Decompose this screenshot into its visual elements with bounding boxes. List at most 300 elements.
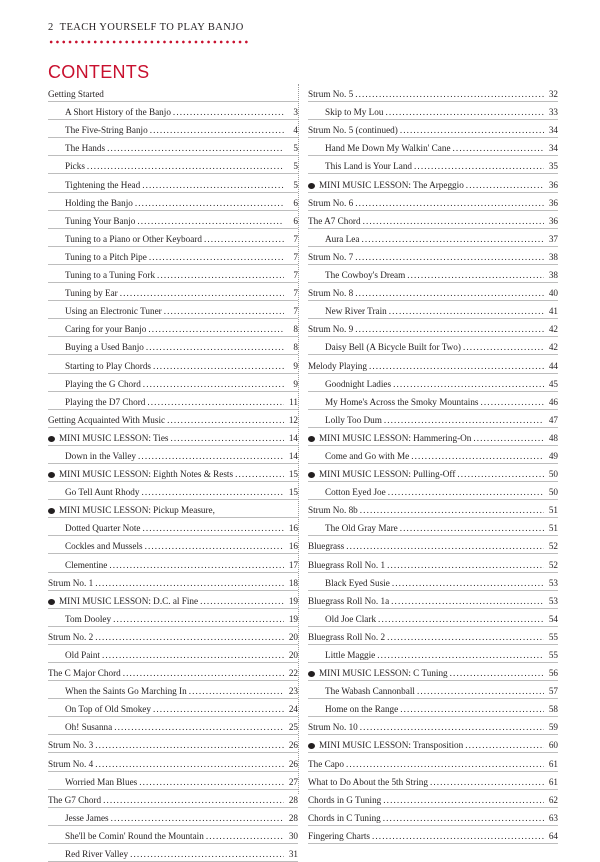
toc-entry-title: Strum No. 9	[308, 324, 354, 335]
dot-leader	[360, 722, 544, 732]
dot-leader	[466, 180, 544, 190]
toc-subentry[interactable]	[308, 410, 558, 428]
toc-entry[interactable]	[48, 627, 298, 645]
toc-entry-title: Tuning by Ear	[65, 288, 118, 299]
dot-leader	[130, 849, 284, 859]
toc-page-number: 7	[293, 233, 298, 244]
dot-leader	[123, 668, 284, 678]
toc-page-number: 25	[288, 722, 298, 733]
bullet-icon	[308, 436, 315, 442]
toc-entry-title: Bluegrass Roll No. 2	[308, 631, 386, 642]
toc-subentry[interactable]	[48, 681, 298, 699]
toc-entry-title: Strum No. 5	[308, 89, 354, 100]
toc-entry-title: Lolly Too Dum	[325, 414, 382, 425]
toc-entry-title: The Capo	[308, 758, 344, 769]
dot-leader	[153, 704, 284, 714]
toc-page-number: 64	[548, 830, 558, 841]
dot-leader	[389, 306, 544, 316]
dot-leader	[355, 198, 544, 208]
toc-subentry[interactable]	[308, 392, 558, 410]
toc-page-number: 61	[548, 776, 558, 787]
toc-page-number: 45	[548, 378, 558, 389]
toc-entry-mini-lesson[interactable]	[308, 428, 558, 446]
dot-leader	[355, 89, 544, 99]
toc-page-number: 7	[293, 251, 298, 262]
toc-entry-title: This Land is Your Land	[325, 161, 413, 172]
toc-subentry[interactable]	[308, 573, 558, 591]
toc-page-number: 50	[548, 469, 558, 480]
dot-leader	[87, 161, 284, 171]
dot-leader	[137, 216, 284, 226]
toc-page-number: 53	[548, 595, 558, 606]
dot-leader	[481, 397, 544, 407]
toc-entry-mini-lesson[interactable]	[48, 428, 298, 446]
toc-page-number: 46	[548, 396, 558, 407]
toc-entry[interactable]	[48, 735, 298, 753]
toc-page-number: 34	[548, 125, 558, 136]
toc-entry-title: Aura Lea	[325, 233, 360, 244]
toc-entry-title: Red River Valley	[65, 849, 129, 860]
toc-entry-title: Old Joe Clark	[325, 613, 377, 624]
dot-leader	[383, 813, 544, 823]
dot-leader	[150, 125, 284, 135]
toc-entry[interactable]	[308, 790, 558, 808]
toc-entry-title: Tuning to a Pitch Pipe	[65, 251, 147, 262]
toc-subentry[interactable]	[308, 699, 558, 717]
dot-leader	[392, 578, 544, 588]
toc-entry[interactable]	[48, 753, 298, 771]
dot-leader	[146, 342, 284, 352]
toc-entry[interactable]	[308, 319, 558, 337]
toc-subentry[interactable]	[48, 645, 298, 663]
dot-leader	[200, 596, 284, 606]
dot-leader	[346, 541, 544, 551]
dot-leader	[145, 541, 284, 551]
toc-entry-title: Strum No. 5 (continued)	[308, 125, 398, 136]
toc-entry-title: What to Do About the 5th String	[308, 776, 428, 787]
toc-entry-title: The Cowboy's Dream	[325, 270, 406, 281]
toc-subentry[interactable]	[48, 247, 298, 265]
running-header	[48, 22, 244, 33]
toc-page-number: 61	[548, 758, 558, 769]
toc-entry[interactable]	[308, 826, 558, 844]
dot-leader	[465, 740, 544, 750]
dot-leader	[95, 632, 284, 642]
toc-page-number: 54	[548, 613, 558, 624]
toc-entry[interactable]	[308, 808, 558, 826]
toc-page-number: 38	[548, 251, 558, 262]
bullet-icon	[308, 183, 315, 189]
toc-entry[interactable]	[308, 627, 558, 645]
toc-subentry[interactable]	[308, 138, 558, 156]
toc-subentry[interactable]	[48, 229, 298, 247]
toc-subentry[interactable]	[48, 446, 298, 464]
dot-leader	[453, 143, 544, 153]
toc-subentry[interactable]	[48, 717, 298, 735]
dot-leader	[173, 107, 284, 117]
toc-page-number: 52	[548, 541, 558, 552]
toc-page-number: 44	[548, 360, 558, 371]
toc-entry[interactable]	[308, 772, 558, 790]
dot-leader	[135, 198, 284, 208]
toc-page-number: 6	[293, 197, 298, 208]
toc-entry-title: The A7 Chord	[308, 215, 361, 226]
toc-entry[interactable]	[308, 211, 558, 229]
toc-entry[interactable]	[308, 717, 558, 735]
toc-page-number: 22	[288, 668, 298, 679]
toc-entry-title: Strum No. 10	[308, 722, 358, 733]
toc-entry-title: Tuning Your Banjo	[65, 215, 136, 226]
toc-entry-title: Oh! Susanna	[65, 722, 113, 733]
toc-subentry[interactable]	[308, 518, 558, 536]
dot-leader	[355, 288, 544, 298]
toc-page-number: 42	[548, 342, 558, 353]
toc-page-number: 55	[548, 650, 558, 660]
toc-page-number: 23	[288, 686, 298, 697]
toc-entry-title: The Five-String Banjo	[65, 125, 148, 136]
toc-subentry[interactable]	[48, 102, 298, 120]
toc-subentry[interactable]	[48, 337, 298, 355]
bullet-icon	[308, 743, 315, 749]
toc-entry-title: The Wabash Cannonball	[325, 686, 415, 697]
toc-entry-title: Bluegrass	[308, 541, 345, 552]
toc-subentry[interactable]	[48, 826, 298, 844]
dot-leader	[355, 324, 544, 334]
toc-entry-title: MINI MUSIC LESSON: The Arpeggio	[319, 179, 464, 190]
toc-page-number: 19	[288, 595, 298, 606]
toc-page-number: 52	[548, 559, 558, 570]
toc-entry-title: Cotton Eyed Joe	[325, 487, 386, 498]
toc-subentry[interactable]	[308, 609, 558, 627]
toc-page-number: 28	[288, 794, 298, 805]
toc-page-number: 7	[293, 306, 298, 317]
toc-subentry[interactable]	[48, 844, 298, 862]
toc-entry-title: Little Maggie	[325, 650, 376, 660]
toc-page-number: 56	[548, 668, 558, 679]
toc-subentry[interactable]	[308, 301, 558, 319]
toc-entry-title: Daisy Bell (A Bicycle Built for Two)	[325, 342, 461, 353]
toc-entry-title: Picks	[65, 161, 85, 172]
toc-page-number: 3	[293, 107, 298, 118]
toc-entry-title: Strum No. 1	[48, 577, 94, 588]
toc-entry-mini-lesson[interactable]	[308, 663, 558, 681]
toc-entry-title: Playing the D7 Chord	[65, 396, 146, 407]
dot-leader	[388, 487, 544, 497]
dot-leader	[346, 759, 544, 769]
toc-entry-title: A Short History of the Banjo	[65, 107, 171, 118]
dot-leader	[206, 831, 284, 841]
toc-subentry[interactable]	[308, 645, 558, 663]
column-divider	[298, 84, 299, 794]
toc-entry-mini-lesson[interactable]	[48, 464, 298, 482]
toc-subentry[interactable]	[308, 229, 558, 247]
toc-page-number: 4	[293, 125, 298, 136]
toc-entry[interactable]	[308, 355, 558, 373]
toc-subentry[interactable]	[48, 174, 298, 192]
dot-leader	[391, 596, 544, 606]
toc-entry-title: The G7 Chord	[48, 794, 102, 805]
toc-page-number: 27	[288, 776, 298, 787]
toc-subentry[interactable]	[48, 265, 298, 283]
toc-page-number: 18	[288, 577, 298, 588]
toc-page-number: 41	[548, 306, 558, 317]
dot-leader	[387, 632, 544, 642]
bullet-icon	[48, 436, 55, 442]
toc-subentry[interactable]	[48, 518, 298, 536]
toc-page-number: 32	[548, 89, 558, 100]
toc-page-number: 20	[288, 650, 298, 660]
page-title: CONTENTS	[48, 62, 150, 82]
toc-entry-title: MINI MUSIC LESSON: Pickup Measure,	[59, 505, 215, 516]
toc-entry[interactable]	[308, 500, 558, 518]
toc-entry-title: Worried Man Blues	[65, 776, 138, 787]
toc-subentry[interactable]	[48, 536, 298, 554]
toc-page-number: 34	[548, 143, 558, 154]
toc-subentry[interactable]	[48, 301, 298, 319]
dot-leader	[189, 686, 284, 696]
toc-entry[interactable]	[308, 193, 558, 211]
toc-page-number: 16	[288, 541, 298, 552]
toc-entry-mini-lesson[interactable]	[48, 500, 298, 518]
dot-leader	[407, 270, 544, 280]
toc-entry-title: Go Tell Aunt Rhody	[65, 487, 140, 498]
toc-entry-title: Using an Electronic Tuner	[65, 306, 162, 317]
toc-right-column	[308, 84, 558, 844]
bullet-icon	[48, 472, 55, 478]
toc-entry-title: MINI MUSIC LESSON: Transposition	[319, 740, 464, 751]
toc-page-number: 26	[288, 758, 298, 769]
toc-entry-title: Down in the Valley	[65, 450, 137, 461]
toc-entry[interactable]	[48, 410, 298, 428]
toc-entry-title: Dotted Quarter Note	[65, 523, 141, 534]
toc-entry-title: Strum No. 3	[48, 740, 94, 751]
toc-entry[interactable]	[48, 84, 298, 102]
toc-page-number: 57	[548, 686, 558, 697]
toc-page-number: 55	[548, 631, 558, 642]
dot-leader	[142, 180, 284, 190]
dot-leader	[457, 469, 544, 479]
toc-page-number: 33	[548, 107, 558, 118]
toc-entry-title: Tom Dooley	[65, 613, 112, 624]
toc-entry-title: Hand Me Down My Walkin' Cane	[325, 143, 451, 154]
toc-entry[interactable]	[308, 536, 558, 554]
toc-entry[interactable]	[308, 591, 558, 609]
toc-page-number: 7	[293, 270, 298, 281]
toc-page-number: 37	[548, 233, 558, 244]
toc-page-number: 31	[288, 849, 298, 860]
toc-page-number: 17	[288, 559, 298, 570]
toc-entry-title: Buying a Used Banjo	[65, 342, 144, 353]
toc-page-number: 9	[293, 378, 298, 389]
toc-page-number: 16	[288, 523, 298, 534]
toc-subentry[interactable]	[48, 772, 298, 790]
dot-leader	[204, 234, 284, 244]
toc-entry-mini-lesson[interactable]	[308, 464, 558, 482]
toc-entry-title: MINI MUSIC LESSON: Ties	[59, 432, 169, 443]
toc-page-number: 5	[293, 143, 298, 154]
toc-subentry[interactable]	[48, 193, 298, 211]
dot-leader	[393, 379, 544, 389]
toc-entry[interactable]	[48, 573, 298, 591]
toc-entry-title: Caring for your Banjo	[65, 324, 147, 335]
dot-leader	[95, 578, 284, 588]
toc-entry-mini-lesson[interactable]	[308, 735, 558, 753]
toc-page-number: 19	[288, 613, 298, 624]
dot-leader	[120, 288, 284, 298]
dot-leader	[360, 505, 544, 515]
toc-page-number: 26	[288, 740, 298, 751]
toc-subentry[interactable]	[48, 482, 298, 500]
dot-leader	[143, 379, 284, 389]
toc-entry-title: The C Major Chord	[48, 668, 121, 679]
toc-entry-title: New River Train	[325, 306, 387, 317]
toc-entry-title: Strum No. 6	[308, 197, 354, 208]
toc-page-number: 15	[288, 469, 298, 480]
toc-entry-title: Strum No. 8	[308, 288, 354, 299]
toc-entry[interactable]	[308, 84, 558, 102]
dot-leader	[361, 234, 544, 244]
toc-subentry[interactable]	[48, 699, 298, 717]
toc-page-number: 38	[548, 270, 558, 281]
dot-leader	[450, 668, 544, 678]
toc-entry-title: Jesse James	[65, 812, 109, 823]
dot-leader	[113, 614, 284, 624]
toc-page-number: 62	[548, 794, 558, 805]
toc-entry-mini-lesson[interactable]	[48, 591, 298, 609]
toc-entry-title: Bluegrass Roll No. 1	[308, 559, 386, 570]
bullet-icon	[308, 472, 315, 478]
toc-entry-title: Melody Playing	[308, 360, 367, 371]
toc-entry-title: Tuning to a Piano or Other Keyboard	[65, 233, 202, 244]
toc-subentry[interactable]	[48, 609, 298, 627]
dot-leader	[400, 523, 544, 533]
toc-entry[interactable]	[308, 120, 558, 138]
dot-leader	[378, 614, 544, 624]
toc-entry[interactable]	[48, 663, 298, 681]
toc-entry-title: Strum No. 8b	[308, 505, 358, 516]
toc-subentry[interactable]	[48, 554, 298, 572]
toc-subentry[interactable]	[308, 265, 558, 283]
toc-entry-title: Strum No. 4	[48, 758, 94, 769]
toc-entry-title: She'll be Comin' Round the Mountain	[65, 830, 204, 841]
toc-subentry[interactable]	[308, 374, 558, 392]
toc-entry-title: My Home's Across the Smoky Mountains	[325, 396, 479, 407]
dot-leader	[355, 252, 544, 262]
dot-leader	[107, 143, 284, 153]
toc-entry[interactable]	[48, 790, 298, 808]
toc-entry-title: Playing the G Chord	[65, 378, 141, 389]
toc-page-number: 15	[288, 487, 298, 498]
toc-page-number: 58	[548, 704, 558, 715]
toc-subentry[interactable]	[48, 120, 298, 138]
toc-page-number: 8	[293, 342, 298, 353]
dot-leader	[377, 650, 544, 660]
toc-page-number: 35	[548, 161, 558, 172]
toc-subentry[interactable]	[48, 319, 298, 337]
toc-subentry[interactable]	[308, 482, 558, 500]
toc-page-number: 9	[293, 360, 298, 371]
dot-leader	[95, 759, 284, 769]
toc-entry-title: The Old Gray Mare	[325, 523, 398, 534]
toc-page-number: 47	[548, 414, 558, 425]
dot-leader	[411, 451, 544, 461]
toc-subentry[interactable]	[48, 392, 298, 410]
toc-page-number: 60	[548, 740, 558, 751]
toc-page-number: 48	[548, 432, 558, 443]
toc-page-number: 51	[548, 505, 558, 516]
toc-page-number: 20	[288, 631, 298, 642]
toc-subentry[interactable]	[308, 446, 558, 464]
toc-entry[interactable]	[308, 753, 558, 771]
bullet-icon	[48, 508, 55, 514]
toc-entry-mini-lesson[interactable]	[308, 174, 558, 192]
dot-leader	[149, 252, 284, 262]
dot-leader	[102, 650, 284, 660]
dot-leader	[417, 686, 544, 696]
toc-subentry[interactable]	[308, 102, 558, 120]
toc-subentry[interactable]	[48, 211, 298, 229]
toc-entry[interactable]	[308, 247, 558, 265]
dot-leader	[171, 433, 284, 443]
toc-entry-title: Come and Go with Me	[325, 450, 410, 461]
dot-leader	[153, 361, 284, 371]
toc-entry-title: The Hands	[65, 143, 106, 154]
toc-page-number: 36	[548, 215, 558, 226]
toc-left-column	[48, 84, 298, 862]
dot-leader	[147, 397, 284, 407]
toc-entry-title: Chords in G Tuning	[308, 794, 382, 805]
dot-leader	[372, 831, 544, 841]
toc-entry-title: Bluegrass Roll No. 1a	[308, 595, 390, 606]
toc-subentry[interactable]	[308, 156, 558, 174]
toc-entry-title: Skip to My Lou	[325, 107, 384, 118]
toc-page-number: 14	[288, 450, 298, 461]
toc-subentry[interactable]	[48, 138, 298, 156]
toc-subentry[interactable]	[48, 374, 298, 392]
toc-page-number: 8	[293, 324, 298, 335]
toc-entry-title: MINI MUSIC LESSON: Eighth Notes & Rests	[59, 469, 234, 480]
toc-entry-title: Getting Started	[48, 89, 104, 100]
dot-leader	[430, 777, 544, 787]
toc-subentry[interactable]	[308, 337, 558, 355]
decorative-dot-rule	[48, 40, 248, 44]
toc-entry-title: When the Saints Go Marching In	[65, 686, 187, 697]
dot-leader	[143, 523, 284, 533]
toc-page-number: 28	[288, 812, 298, 823]
toc-entry-title: Fingering Charts	[308, 830, 371, 841]
toc-entry-title: Black Eyed Susie	[325, 577, 390, 588]
dot-leader	[139, 777, 284, 787]
toc-subentry[interactable]	[308, 681, 558, 699]
toc-entry-title: Getting Acquainted With Music	[48, 414, 166, 425]
toc-page-number: 30	[288, 830, 298, 841]
toc-subentry[interactable]	[48, 283, 298, 301]
toc-entry[interactable]	[308, 283, 558, 301]
toc-page-number: 5	[293, 179, 298, 190]
toc-entry-title: Old Paint	[65, 650, 100, 660]
dot-leader	[400, 125, 544, 135]
toc-subentry[interactable]	[48, 156, 298, 174]
toc-page-number: 36	[548, 197, 558, 208]
toc-page-number: 12	[288, 414, 298, 425]
dot-leader	[400, 704, 544, 714]
toc-page-number: 36	[548, 179, 558, 190]
dot-leader	[473, 433, 544, 443]
toc-subentry[interactable]	[48, 808, 298, 826]
toc-entry-title: Clementine	[65, 559, 108, 570]
toc-entry[interactable]	[308, 554, 558, 572]
toc-subentry[interactable]	[48, 355, 298, 373]
